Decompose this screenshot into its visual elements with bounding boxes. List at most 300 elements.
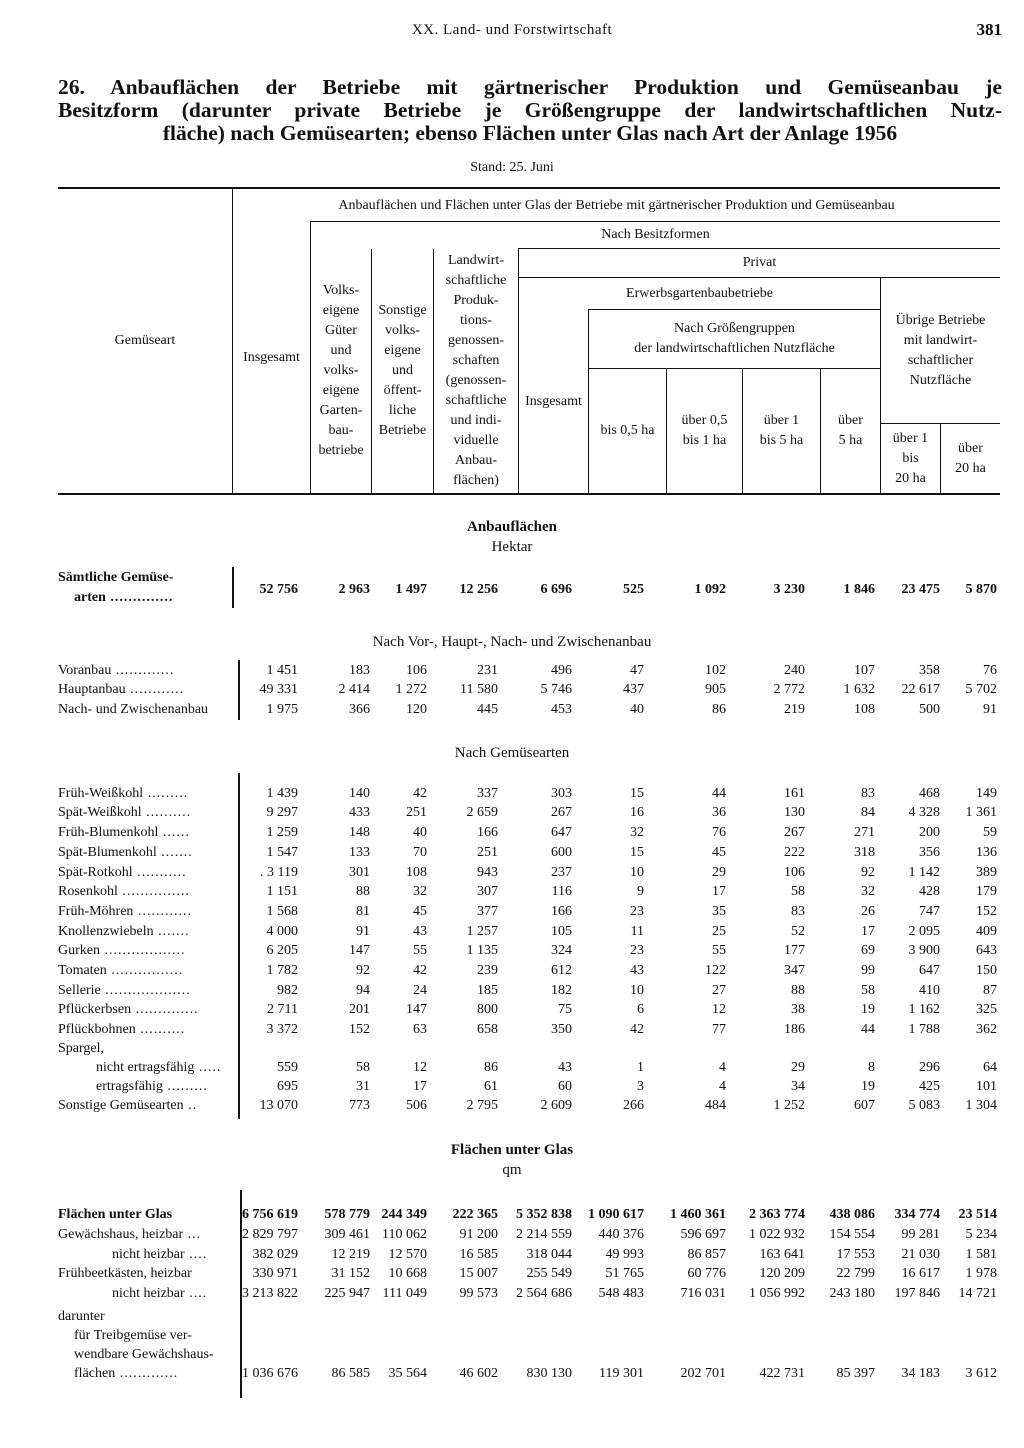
table-cell: 87: [983, 983, 997, 998]
table-cell: 453: [551, 702, 572, 717]
leader-dots: .............: [111, 663, 175, 678]
header-uebrige: Übrige Betriebe mit landwirt- schaftlicher Nutzfläche: [895, 312, 986, 388]
table-cell: 32: [413, 884, 427, 899]
table-cell: 200: [919, 825, 940, 840]
header-gemueseart: Gemüseart: [114, 333, 176, 348]
table-cell: 362: [976, 1022, 997, 1037]
table-row-frueh_heiz: [0, 1266, 1024, 1286]
header-bis05: bis 0,5 ha: [600, 423, 655, 438]
table-cell: 496: [551, 663, 572, 678]
leader-dots: ..: [183, 1098, 198, 1113]
table-cell: 2 795: [466, 1098, 498, 1113]
table-cell: 120 209: [759, 1266, 805, 1281]
table-cell: 325: [976, 1002, 997, 1017]
row-label: [58, 983, 191, 999]
table-cell: 366: [349, 702, 370, 717]
table-cell: 149: [976, 786, 997, 801]
table-cell: 716 031: [680, 1286, 726, 1301]
table-cell: 6 756 619: [242, 1207, 298, 1222]
header-05bis1: über 0,5 bis 1 ha: [681, 413, 728, 448]
row-label-text: Früh-Möhren: [58, 904, 134, 919]
leader-dots: ...................: [100, 983, 191, 998]
table-cell: 69: [861, 943, 875, 958]
table-cell: 747: [919, 904, 940, 919]
table-cell: 6 696: [540, 582, 572, 597]
table-row-glas_total: [0, 1207, 1024, 1227]
leader-dots: .......: [153, 924, 190, 939]
table-cell: 85 397: [836, 1366, 875, 1381]
table-cell: 46 602: [459, 1366, 498, 1381]
row-label-text: arten: [74, 590, 106, 605]
table-cell: 150: [976, 963, 997, 978]
table-cell: 101: [976, 1079, 997, 1094]
header-nach-groessen: Nach Größengruppen der landwirtschaftlichen Nutzfläche: [634, 321, 835, 356]
row-label-text: Pflückbohnen: [58, 1022, 136, 1037]
table-row-spargel_ertrag: [0, 1079, 1024, 1099]
header-lpg: Landwirt- schaftliche Produk- tions- genossen- schaften (genossen- schaftliche und indi- viduelle Anbau- flächen): [445, 253, 507, 488]
row-label-text: nicht heizbar: [112, 1286, 185, 1301]
table-cell: 81: [356, 904, 370, 919]
table-cell: 17: [712, 884, 726, 899]
table-cell: 596 697: [680, 1227, 726, 1242]
table-cell: 243 180: [829, 1286, 875, 1301]
table-cell: 219: [784, 702, 805, 717]
row-label: [58, 1227, 201, 1243]
table-cell: 11: [630, 924, 644, 939]
table-cell: 905: [705, 682, 726, 697]
title-line-2: Besitzform (darunter private Betriebe je Größengruppe der landwirtschaftlichen Nutz-: [58, 98, 1002, 122]
table-cell: 13 070: [259, 1098, 298, 1113]
table-cell: 17: [861, 924, 875, 939]
table-row-spaetrot: [0, 865, 1024, 885]
table-cell: 16 585: [459, 1247, 498, 1262]
table-cell: 237: [551, 865, 572, 880]
table-cell: 1 135: [466, 943, 498, 958]
table-cell: 1 497: [395, 582, 427, 597]
table-cell: 1 782: [266, 963, 298, 978]
table-cell: 5 234: [965, 1227, 997, 1242]
table-cell: 23: [630, 943, 644, 958]
row-label-text: Früh-Blumenkohl: [58, 825, 159, 840]
table-cell: 377: [477, 904, 498, 919]
table-cell: 2 095: [908, 924, 940, 939]
table-cell: 44: [712, 786, 726, 801]
row-label-text: Gurken: [58, 943, 100, 958]
table-cell: 77: [712, 1022, 726, 1037]
table-cell: 86: [484, 1060, 498, 1075]
table-cell: 51 765: [605, 1266, 644, 1281]
table-cell: 152: [349, 1022, 370, 1037]
table-cell: 500: [919, 702, 940, 717]
row-label: [58, 845, 193, 861]
row-label: [112, 1247, 207, 1263]
table-cell: 16: [630, 805, 644, 820]
table-cell: 658: [477, 1022, 498, 1037]
table-cell: 1 036 676: [242, 1366, 298, 1381]
table-cell: 425: [919, 1079, 940, 1094]
table-cell: 23: [630, 904, 644, 919]
row-label-text: Tomaten: [58, 963, 107, 978]
table-row-gew_heiz: [0, 1227, 1024, 1247]
table-cell: 43: [413, 924, 427, 939]
table-cell: 9 297: [266, 805, 298, 820]
table-cell: 3 612: [965, 1366, 997, 1381]
table-cell: 40: [413, 825, 427, 840]
row-label-text: Sämtliche Gemüse-: [58, 570, 174, 585]
table-cell: 154 554: [829, 1227, 875, 1242]
table-cell: 239: [477, 963, 498, 978]
section-gemuesearten: Nach Gemüsearten: [454, 745, 570, 761]
table-cell: 12 219: [331, 1247, 370, 1262]
table-cell: 2 363 774: [749, 1207, 805, 1222]
table-row-spaetweiss: [0, 805, 1024, 825]
row-label: [58, 682, 184, 698]
table-cell: 1 547: [266, 845, 298, 860]
table-cell: 468: [919, 786, 940, 801]
row-label: [74, 1366, 178, 1382]
table-cell: 1 092: [694, 582, 726, 597]
table-cell: 3 230: [773, 582, 805, 597]
table-cell: 2 214 559: [516, 1227, 572, 1242]
table-cell: 647: [551, 825, 572, 840]
table-cell: 91: [356, 924, 370, 939]
table-cell: 251: [477, 845, 498, 860]
row-label: [58, 963, 183, 979]
row-label-text: darunter: [58, 1309, 105, 1324]
table-cell: 202 701: [680, 1366, 726, 1381]
table-row-darunter: [0, 1309, 1024, 1381]
table-cell: 428: [919, 884, 940, 899]
table-cell: 86 857: [687, 1247, 726, 1262]
table-cell: 116: [551, 884, 572, 899]
header-insgesamt: Insgesamt: [243, 349, 300, 365]
table-cell: 76: [983, 663, 997, 678]
row-label: [58, 570, 173, 586]
row-label: [58, 1207, 172, 1223]
table-cell: 136: [976, 845, 997, 860]
table-cell: 43: [558, 1060, 572, 1075]
row-label-text: Rosenkohl: [58, 884, 118, 899]
table-cell: 267: [784, 825, 805, 840]
table-cell: 55: [413, 943, 427, 958]
leader-dots: ......: [158, 825, 190, 840]
row-label-text: für Treibgemüse ver-: [74, 1328, 192, 1343]
row-label-text: Frühbeetkästen, heizbar: [58, 1266, 192, 1281]
table-cell: 309 461: [324, 1227, 370, 1242]
table-cell: 307: [477, 884, 498, 899]
table-cell: 350: [551, 1022, 572, 1037]
row-label: [74, 1328, 192, 1344]
header-erwerbs: Erwerbsgartenbaubetriebe: [626, 285, 773, 301]
table-cell: 99 281: [901, 1227, 940, 1242]
table-cell: 8: [868, 1060, 875, 1075]
header-sonstige: Sonstige volks- eigene und öffent- liche Betriebe: [378, 303, 427, 438]
table-cell: 36: [712, 805, 726, 820]
table-cell: 222 365: [452, 1207, 498, 1222]
table-cell: 318: [854, 845, 875, 860]
table-cell: 183: [349, 663, 370, 678]
table-cell: 148: [349, 825, 370, 840]
stand-date: Stand: 25. Juni: [470, 160, 554, 175]
header-privat: Privat: [742, 255, 777, 270]
table-cell: 2 564 686: [516, 1286, 572, 1301]
table-cell: 6 205: [266, 943, 298, 958]
table-row-pflueckerbsen: [0, 1002, 1024, 1022]
table-cell: 166: [477, 825, 498, 840]
leader-dots: .......: [156, 845, 193, 860]
table-cell: 15: [630, 845, 644, 860]
header-1bis20: über 1 bis 20 ha: [892, 430, 929, 486]
table-cell: 337: [477, 786, 498, 801]
row-label: [58, 805, 191, 821]
table-cell: 91: [983, 702, 997, 717]
row-label: [96, 1060, 221, 1076]
table-cell: 1 162: [908, 1002, 940, 1017]
table-cell: 40: [630, 702, 644, 717]
table-cell: 2 711: [267, 1002, 298, 1017]
table-cell: 102: [705, 663, 726, 678]
header-top: Anbauflächen und Flächen unter Glas der Betriebe mit gärtnerischer Produktion und Gemüseanbau: [338, 197, 895, 213]
section-glas-title: Flächen unter Glas: [450, 1142, 574, 1158]
table-cell: 35: [712, 904, 726, 919]
table-cell: 5 702: [965, 682, 997, 697]
table-cell: 382 029: [252, 1247, 298, 1262]
table-cell: 1 451: [266, 663, 298, 678]
leader-dots: ............: [125, 682, 185, 697]
leader-dots: ...........: [132, 865, 187, 880]
table-cell: 105: [551, 924, 572, 939]
table-cell: 12 570: [388, 1247, 427, 1262]
table-row-pflueckbohnen: [0, 1022, 1024, 1042]
table-cell: 296: [919, 1060, 940, 1075]
table-cell: 5 352 838: [516, 1207, 572, 1222]
header-insgesamt-privat: Insgesamt: [525, 393, 582, 409]
table-cell: 201: [349, 1002, 370, 1017]
table-cell: 334 774: [894, 1207, 940, 1222]
header-ueber5: über 5 ha: [838, 413, 863, 448]
leader-dots: ..........: [141, 805, 192, 820]
table-cell: 5 746: [540, 682, 572, 697]
table-row-gurken: [0, 943, 1024, 963]
table-cell: 197 846: [894, 1286, 940, 1301]
table-row-sonstige: [0, 1098, 1024, 1118]
row-label-text: Spät-Weißkohl: [58, 805, 142, 820]
table-cell: 52 756: [259, 582, 298, 597]
table-cell: 1 090 617: [588, 1207, 644, 1222]
row-label: [112, 1286, 207, 1302]
table-cell: 10 668: [388, 1266, 427, 1281]
table-cell: 1 304: [965, 1098, 997, 1113]
table-cell: 330 971: [252, 1266, 298, 1281]
table-cell: 147: [406, 1002, 427, 1017]
table-cell: . 3 119: [260, 865, 298, 880]
header-volkseigene: Volks- eigene Güter und volks- eigene Garten- bau- betriebe: [318, 283, 364, 458]
table-cell: 92: [861, 865, 875, 880]
table-cell: 84: [861, 805, 875, 820]
table-cell: 32: [861, 884, 875, 899]
table-cell: 358: [919, 663, 940, 678]
table-cell: 29: [791, 1060, 805, 1075]
table-cell: 133: [349, 845, 370, 860]
table-cell: 94: [356, 983, 370, 998]
row-label: [58, 663, 174, 679]
table-cell: 10: [630, 865, 644, 880]
table-cell: 1 257: [466, 924, 498, 939]
table-cell: 422 731: [759, 1366, 805, 1381]
running-head: XX. Land- und Forstwirtschaft: [411, 22, 613, 38]
table-cell: 31: [356, 1079, 370, 1094]
table-cell: 440 376: [598, 1227, 644, 1242]
leader-dots: ..............: [131, 1002, 199, 1017]
table-cell: 1 581: [965, 1247, 997, 1262]
table-cell: 31 152: [331, 1266, 370, 1281]
table-cell: 38: [791, 1002, 805, 1017]
table-cell: 2 772: [773, 682, 805, 697]
table-cell: 76: [712, 825, 726, 840]
row-label-text: Flächen unter Glas: [58, 1207, 173, 1222]
table-cell: 612: [551, 963, 572, 978]
row-label-text: Pflückerbsen: [58, 1002, 132, 1017]
table-cell: 1 439: [266, 786, 298, 801]
table-cell: 1 788: [908, 1022, 940, 1037]
table-cell: 643: [976, 943, 997, 958]
table-cell: 445: [477, 702, 498, 717]
table-cell: 99 573: [459, 1286, 498, 1301]
row-label-text: Hauptanbau: [58, 682, 126, 697]
table-cell: 12 256: [459, 582, 498, 597]
leader-dots: ...............: [117, 884, 190, 899]
row-label: [58, 943, 186, 959]
table-cell: 88: [356, 884, 370, 899]
table-cell: 16 617: [901, 1266, 940, 1281]
header-bottom-rule: [58, 493, 1000, 495]
table-cell: 120: [406, 702, 427, 717]
table-cell: 695: [277, 1079, 298, 1094]
table-cell: 152: [976, 904, 997, 919]
table-cell: 3 213 822: [242, 1286, 298, 1301]
table-cell: 830 130: [526, 1366, 572, 1381]
table-cell: 1 846: [843, 582, 875, 597]
row-label: [58, 1002, 199, 1018]
table-cell: 177: [784, 943, 805, 958]
table-row-knollen: [0, 924, 1024, 944]
table-cell: 182: [551, 983, 572, 998]
table-cell: 347: [784, 963, 805, 978]
table-cell: 800: [477, 1002, 498, 1017]
row-label: [58, 1309, 105, 1325]
table-cell: 42: [630, 1022, 644, 1037]
table-cell: 559: [277, 1060, 298, 1075]
row-label-text: Spät-Blumenkohl: [58, 845, 157, 860]
row-label-text: flächen: [74, 1366, 116, 1381]
table-cell: 23 475: [901, 582, 940, 597]
table-row-gew_nicht: [0, 1247, 1024, 1267]
row-label-text: Sonstige Gemüsearten: [58, 1098, 184, 1113]
table-cell: 600: [551, 845, 572, 860]
table-cell: 1 460 361: [670, 1207, 726, 1222]
table-cell: 3 900: [908, 943, 940, 958]
table-cell: 773: [349, 1098, 370, 1113]
table-cell: 32: [630, 825, 644, 840]
section-glas-unit: qm: [502, 1162, 522, 1178]
table-row-hauptanbau: [0, 682, 1024, 702]
row-label: [58, 924, 190, 940]
table-cell: 58: [356, 1060, 370, 1075]
table-row-nachzwischen: [0, 702, 1024, 722]
table-cell: 99: [861, 963, 875, 978]
table-cell: 166: [551, 904, 572, 919]
table-cell: 60: [558, 1079, 572, 1094]
table-cell: 1 975: [266, 702, 298, 717]
table-cell: 525: [623, 582, 644, 597]
table-cell: 222: [784, 845, 805, 860]
page-number: 381: [976, 20, 1002, 39]
table-cell: 106: [784, 865, 805, 880]
table-cell: 52: [791, 924, 805, 939]
table-cell: 578 779: [324, 1207, 370, 1222]
table-cell: 43: [630, 963, 644, 978]
table-cell: 4 000: [266, 924, 298, 939]
table-cell: 1 022 932: [749, 1227, 805, 1242]
table-cell: 1 142: [908, 865, 940, 880]
table-cell: 106: [406, 663, 427, 678]
table-cell: 1: [637, 1060, 644, 1075]
table-cell: 119 301: [599, 1366, 644, 1381]
table-cell: 108: [406, 865, 427, 880]
leader-dots: ..............: [105, 590, 174, 605]
section-anbau-title: Anbauflächen: [466, 519, 558, 535]
leader-dots: .....: [194, 1060, 222, 1075]
table-cell: 1 632: [843, 682, 875, 697]
table-cell: 75: [558, 1002, 572, 1017]
row-label: [58, 904, 192, 920]
row-label-text: Sellerie: [58, 983, 101, 998]
table-row-fruehmoehren: [0, 904, 1024, 924]
table-cell: 15 007: [459, 1266, 498, 1281]
table-cell: 484: [705, 1098, 726, 1113]
table-cell: 161: [784, 786, 805, 801]
table-cell: 240: [784, 663, 805, 678]
table-row-fruehweiss: [0, 786, 1024, 806]
table-cell: 267: [551, 805, 572, 820]
table-cell: 6: [637, 1002, 644, 1017]
table-cell: 266: [623, 1098, 644, 1113]
row-label: [74, 1347, 214, 1363]
leader-dots: .........: [162, 1079, 208, 1094]
row-label: [58, 702, 208, 718]
table-row-spaetblumen: [0, 845, 1024, 865]
table-cell: 2 829 797: [242, 1227, 298, 1242]
table-cell: 25: [712, 924, 726, 939]
table-cell: 19: [861, 1079, 875, 1094]
table-cell: 1 978: [965, 1266, 997, 1281]
table-cell: 2 414: [338, 682, 370, 697]
table-cell: 231: [477, 663, 498, 678]
table-row-tomaten: [0, 963, 1024, 983]
table-cell: 58: [791, 884, 805, 899]
table-cell: 91 200: [459, 1227, 498, 1242]
table-cell: 2 963: [338, 582, 370, 597]
leader-dots: .........: [143, 786, 189, 801]
row-label: [74, 590, 173, 606]
table-cell: 982: [277, 983, 298, 998]
table-cell: 389: [976, 865, 997, 880]
table-cell: 47: [630, 663, 644, 678]
table-cell: 1 272: [395, 682, 427, 697]
table-cell: 92: [356, 963, 370, 978]
table-cell: 324: [551, 943, 572, 958]
row-label: [58, 1022, 185, 1038]
